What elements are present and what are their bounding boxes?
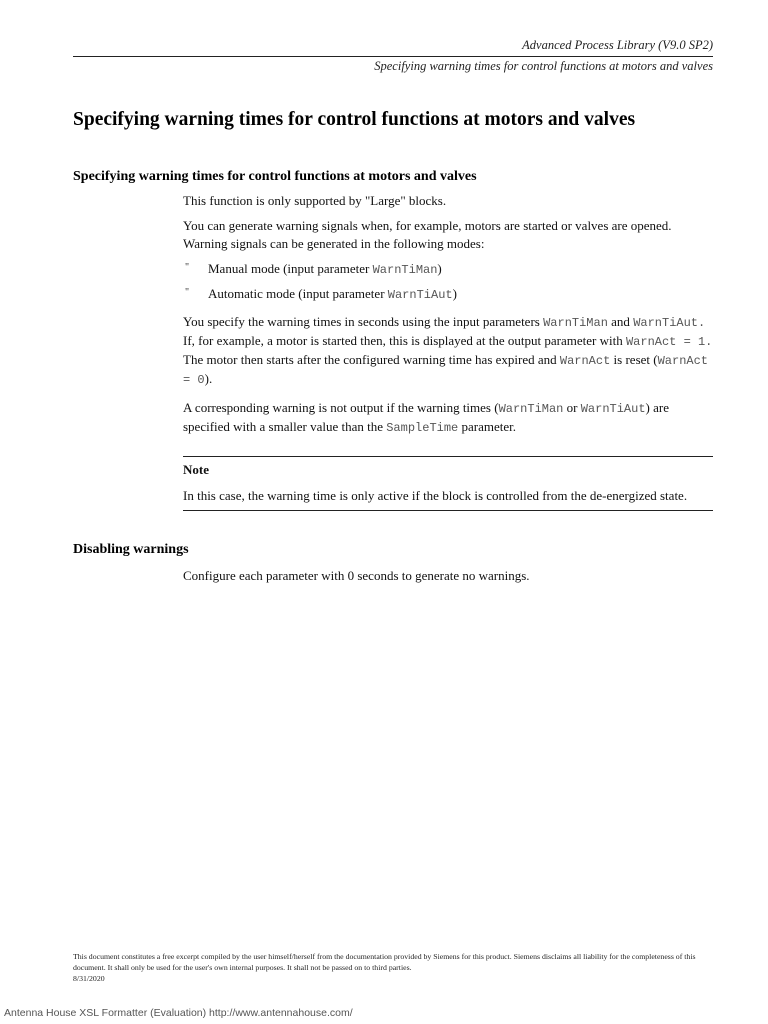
section-heading-disabling-warnings: Disabling warnings xyxy=(73,542,189,557)
footer-disclaimer xyxy=(73,951,713,984)
footer-date: 8/31/2020 xyxy=(73,974,105,983)
bullet-icon: " xyxy=(185,262,190,273)
evaluation-watermark: Antenna House XSL Formatter (Evaluation) http://www.antennahouse.com/ xyxy=(4,1007,353,1019)
footer-disclaimer-text: This document constitutes a free excerpt compiled by the user himself/herself from the documentation provided by Siemens for this product. Siemens disclaims all liability for the completeness of this document. It shall only be used for the user's own internal purposes. It shall not be passed on to third parties. xyxy=(73,952,696,972)
header-divider xyxy=(73,56,713,57)
header-library-title: Advanced Process Library (V9.0 SP2) xyxy=(522,38,713,52)
param-sampletime: SampleTime xyxy=(386,421,459,435)
list-item-text: Manual mode (input parameter xyxy=(208,261,373,276)
param-warntiman: WarnTiMan xyxy=(372,263,438,277)
list-item-close: ) xyxy=(437,261,442,276)
param-warnact: WarnAct xyxy=(559,354,611,368)
section-body-warning-times xyxy=(183,192,713,444)
note-box xyxy=(183,456,713,511)
list-item-automatic-mode xyxy=(183,285,713,304)
list-item-manual-mode xyxy=(183,260,713,279)
list-item-close: ) xyxy=(452,286,457,301)
paragraph-warning-signals: You can generate warning signals when, for example, motors are started or valves are opened. Warning signals can be generated in the following modes: xyxy=(183,218,672,251)
paragraph-disabling-warnings: Configure each parameter with 0 seconds to generate no warnings. xyxy=(183,568,530,583)
page-title: Specifying warning times for control functions at motors and valves xyxy=(73,109,636,130)
bullet-icon: " xyxy=(185,287,190,298)
param-warntiaut: WarnTiAut xyxy=(580,402,646,416)
param-warntiman: WarnTiMan xyxy=(543,316,608,330)
param-warntiman: WarnTiMan xyxy=(498,402,564,416)
param-warnact-1: WarnAct = 1. xyxy=(625,335,713,349)
note-title: Note xyxy=(183,462,209,477)
section-heading-warning-times: Specifying warning times for control functions at motors and valves xyxy=(73,169,477,184)
param-warnact-0: WarnAct = 0 xyxy=(183,354,709,387)
note-text: In this case, the warning time is only active if the block is controlled from the de-energized state. xyxy=(183,488,688,503)
list-item-text: Automatic mode (input parameter xyxy=(208,286,388,301)
param-warntiaut: WarnTiAut xyxy=(387,288,453,302)
header-section-title: Specifying warning times for control functions at motors and valves xyxy=(374,59,713,73)
paragraph-sample-time: A corresponding warning is not output if the warning times (WarnTiMan or WarnTiAut) are specified with a smaller value than the SampleTime parameter. xyxy=(183,400,669,435)
paragraph-input-parameters: You specify the warning times in seconds using the input parameters WarnTiMan and WarnTiAut. If, for example, a motor is started then, this is displayed at the output parameter with WarnAct = 1. The motor then starts after the configured warning time has expired and WarnAct is reset (WarnAct = 0). xyxy=(183,314,713,387)
param-warntiaut: WarnTiAut. xyxy=(633,316,706,330)
section-body-disabling-warnings xyxy=(183,567,713,592)
paragraph-large-blocks: This function is only supported by "Large" blocks. xyxy=(183,193,447,208)
